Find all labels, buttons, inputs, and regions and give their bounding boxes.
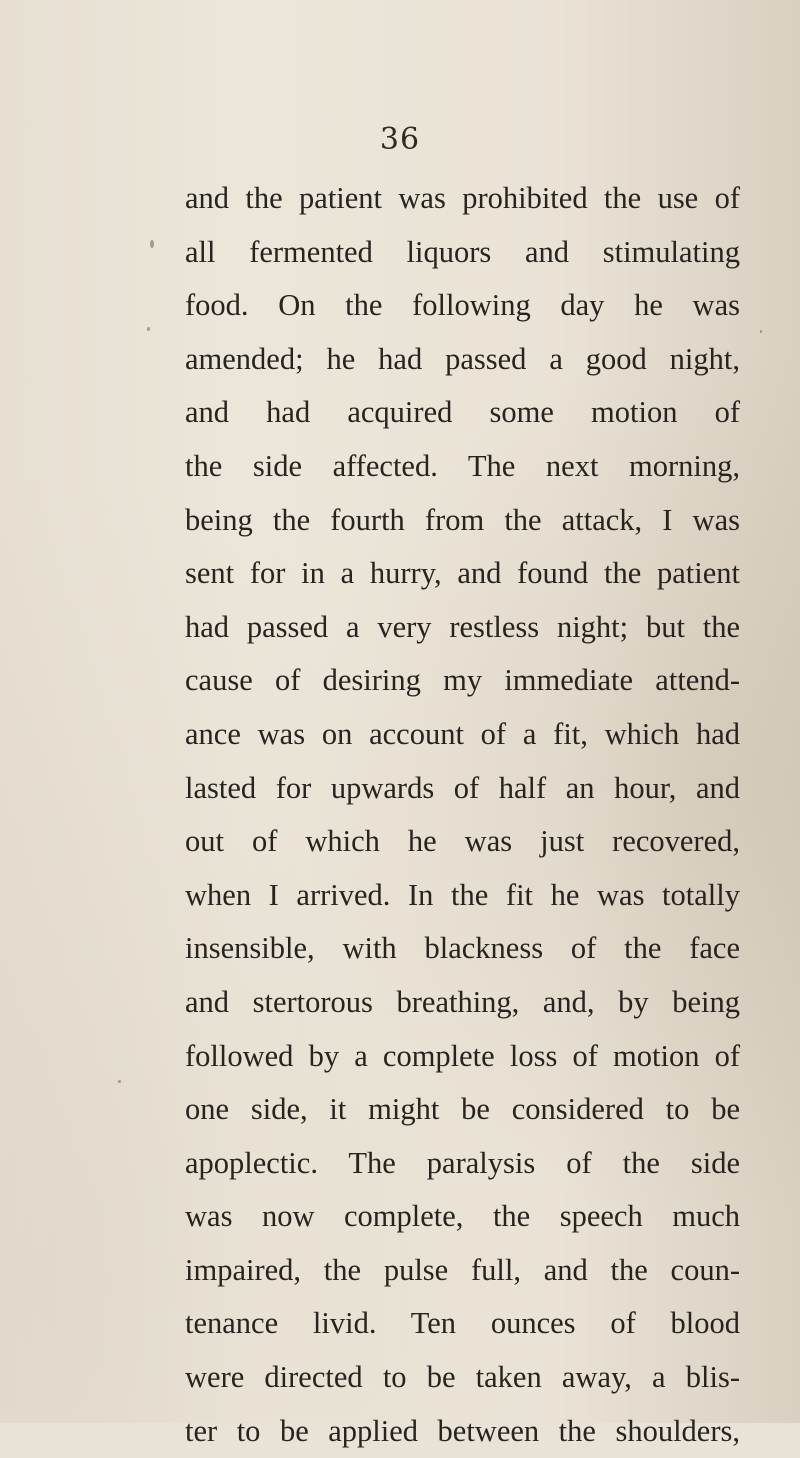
paper-speck bbox=[118, 1080, 121, 1083]
body-text bbox=[185, 172, 740, 1458]
text-line: and stertorous breathing, and, by being bbox=[185, 984, 740, 1019]
text-line: cause of desiring my immediate attend- bbox=[185, 663, 740, 698]
text-line: ance was on account of a fit, which had bbox=[185, 716, 740, 751]
text-line: impaired, the pulse full, and the coun- bbox=[185, 1252, 740, 1287]
text-line: the side affected. The next morning, bbox=[185, 448, 740, 483]
text-line: had passed a very restless night; but the bbox=[185, 609, 740, 644]
text-line: and had acquired some motion of bbox=[185, 395, 740, 430]
text-line: apoplectic. The paralysis of the side bbox=[185, 1145, 740, 1180]
text-line: one side, it might be considered to be bbox=[185, 1092, 740, 1127]
text-line: were directed to be taken away, a blis- bbox=[185, 1360, 740, 1395]
text-line: being the fourth from the attack, I was bbox=[185, 502, 740, 537]
text-line: was now complete, the speech much bbox=[185, 1199, 740, 1234]
text-line: all fermented liquors and stimulating bbox=[185, 234, 740, 269]
text-line: out of which he was just recovered, bbox=[185, 824, 740, 859]
text-line: food. On the following day he was bbox=[185, 288, 740, 323]
text-line: when I arrived. In the fit he was totally bbox=[185, 877, 740, 912]
text-line: followed by a complete loss of motion of bbox=[185, 1038, 740, 1073]
text-line: insensible, with blackness of the face bbox=[185, 931, 740, 966]
text-line: lasted for upwards of half an hour, and bbox=[185, 770, 740, 805]
text-line: and the patient was prohibited the use of bbox=[185, 181, 740, 215]
text-line: amended; he had passed a good night, bbox=[185, 341, 740, 376]
text-line: tenance livid. Ten ounces of blood bbox=[185, 1306, 740, 1341]
paper-speck bbox=[760, 330, 762, 333]
paper-speck bbox=[147, 327, 150, 331]
paper-speck bbox=[150, 240, 154, 248]
text-line: sent for in a hurry, and found the patient bbox=[185, 556, 740, 591]
page-number: 36 bbox=[379, 122, 421, 157]
text-line: ter to be applied between the shoulders, bbox=[185, 1413, 740, 1448]
